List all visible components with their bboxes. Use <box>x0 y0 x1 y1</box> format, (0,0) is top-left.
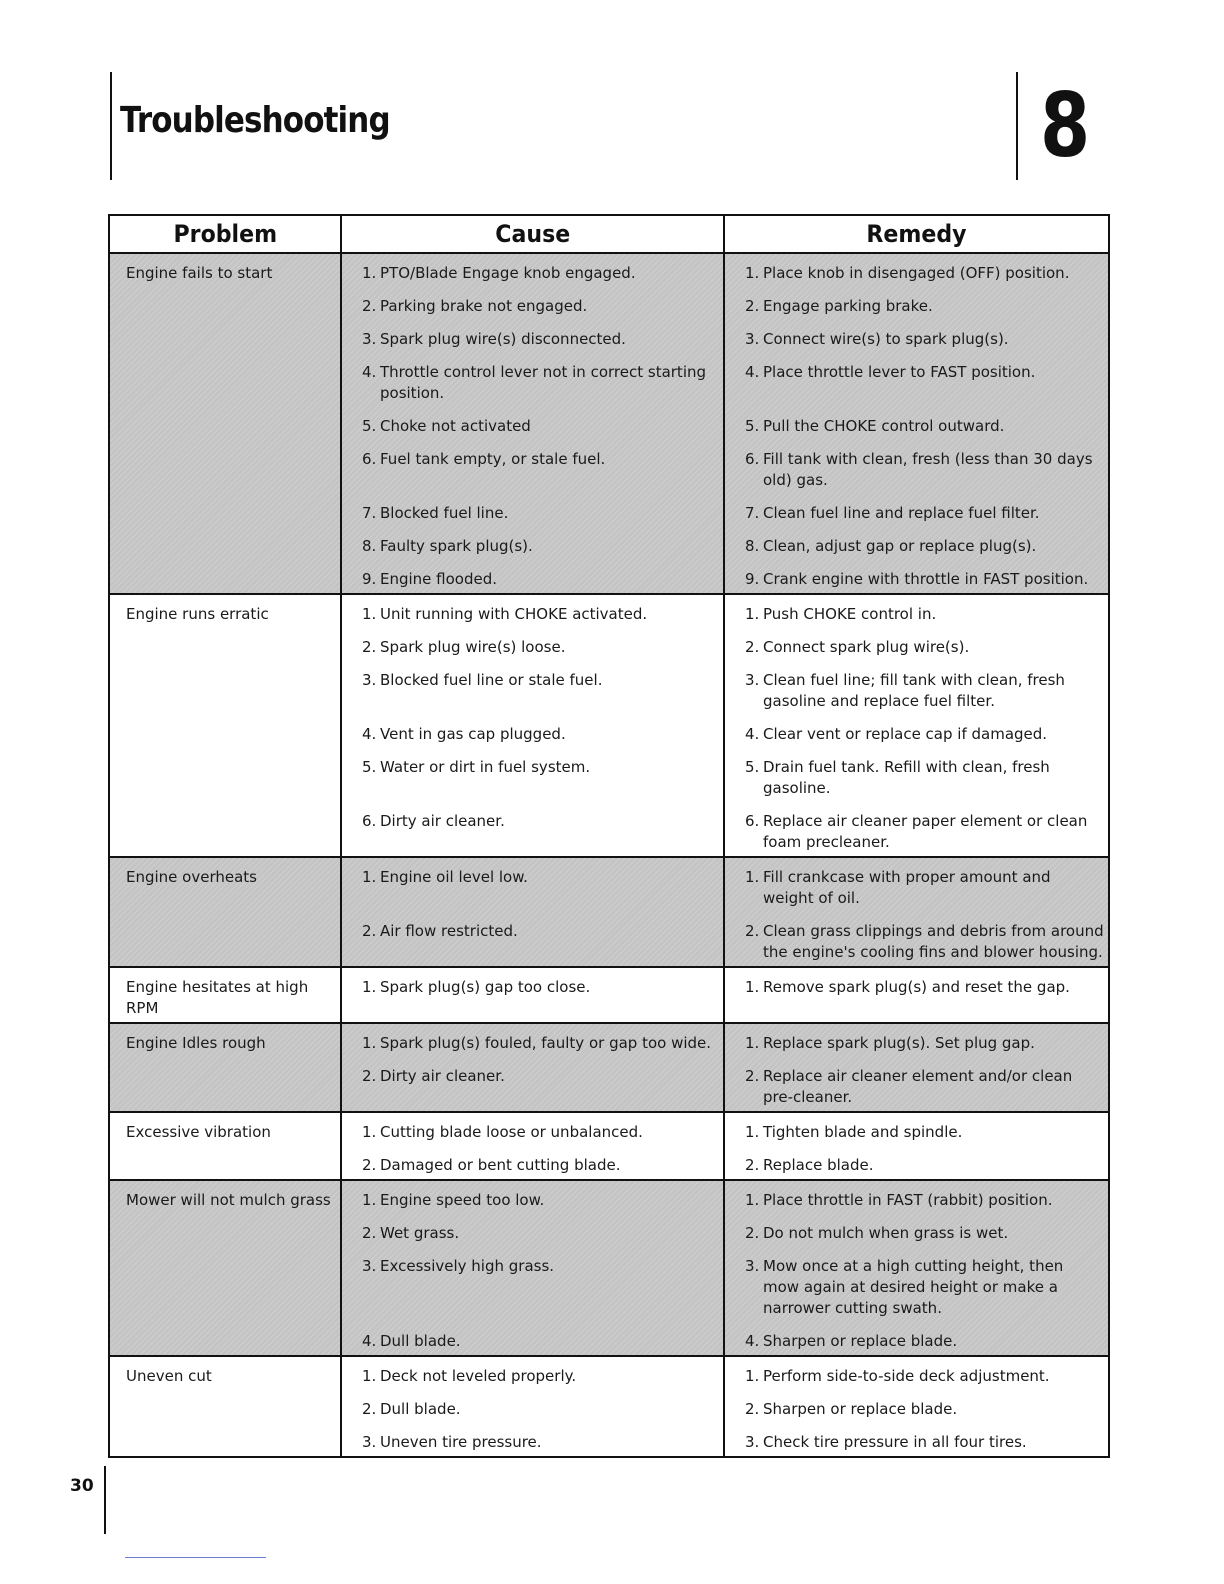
list-item: 1. Unit running with CHOKE activated. <box>362 605 648 623</box>
remedy-list <box>739 977 1104 998</box>
cause-list <box>356 977 719 998</box>
remedy-list <box>739 867 1104 963</box>
cause-list <box>356 1190 719 1352</box>
list-item: 6. Dirty air cleaner. <box>362 812 505 830</box>
header-rule-right <box>1016 72 1018 180</box>
table-row <box>109 1180 1109 1356</box>
list-item: 2. Damaged or bent cutting blade. <box>362 1156 621 1174</box>
remedy-cell <box>724 594 1109 857</box>
chapter-number: 8 <box>1040 74 1091 177</box>
cause-cell <box>341 857 724 967</box>
list-item: 1. Spark plug(s) fouled, faulty or gap too wide. <box>362 1034 712 1052</box>
list-item: 1. Engine speed too low. <box>362 1191 545 1209</box>
list-item: 7. Blocked fuel line. <box>362 504 509 522</box>
table-row <box>109 967 1109 1023</box>
list-item: 7. Clean fuel line and replace fuel filter. <box>745 504 1040 522</box>
problem-cell: Engine runs erratic <box>109 594 341 857</box>
cause-list <box>356 604 719 832</box>
list-item: 4. Sharpen or replace blade. <box>745 1332 958 1350</box>
table-header-row <box>109 215 1109 253</box>
list-item: 1. Place knob in disengaged (OFF) position. <box>745 264 1070 282</box>
header-rule-left <box>110 72 112 180</box>
list-item: 3. Mow once at a high cutting height, then mow again at desired height or make a narrower cutting swath. <box>745 1257 1064 1317</box>
cause-cell <box>341 1023 724 1112</box>
problem-cell: Uneven cut <box>109 1356 341 1457</box>
list-item: 5. Drain fuel tank. Refill with clean, fresh gasoline. <box>745 758 1050 797</box>
list-item: 3. Spark plug wire(s) disconnected. <box>362 330 626 348</box>
list-item: 1. Push CHOKE control in. <box>745 605 937 623</box>
list-item: 6. Fuel tank empty, or stale fuel. <box>362 450 606 468</box>
list-item: 2. Spark plug wire(s) loose. <box>362 638 566 656</box>
page-title: Troubleshooting <box>120 100 390 141</box>
list-item: 1. Deck not leveled properly. <box>362 1367 577 1385</box>
list-item: 1. Engine oil level low. <box>362 868 528 886</box>
table-row <box>109 857 1109 967</box>
remedy-cell <box>724 857 1109 967</box>
cause-cell <box>341 253 724 594</box>
list-item: 2. Dirty air cleaner. <box>362 1067 505 1085</box>
list-item: 2. Dull blade. <box>362 1400 461 1418</box>
cause-list <box>356 263 719 590</box>
problem-cell: Engine fails to start <box>109 253 341 594</box>
list-item: 1. Cutting blade loose or unbalanced. <box>362 1123 643 1141</box>
list-item: 2. Air flow restricted. <box>362 922 518 940</box>
remedy-list <box>739 1366 1104 1453</box>
list-item: 1. Replace spark plug(s). Set plug gap. <box>745 1034 1035 1052</box>
cause-list <box>356 1033 719 1087</box>
table-row <box>109 253 1109 594</box>
remedy-list <box>739 1190 1104 1352</box>
cause-list <box>356 867 719 942</box>
problem-cell: Engine hesitates at high RPM <box>109 967 341 1023</box>
list-item: 2. Replace blade. <box>745 1156 874 1174</box>
remedy-cell <box>724 1180 1109 1356</box>
list-item: 3. Clean fuel line; fill tank with clean, fresh gasoline and replace fuel filter. <box>745 671 1065 710</box>
problem-cell: Engine overheats <box>109 857 341 967</box>
list-item: 3. Check tire pressure in all four tires. <box>745 1433 1027 1451</box>
list-item: 4. Throttle control lever not in correct starting position. <box>362 363 707 402</box>
remedy-list <box>739 1033 1104 1108</box>
list-item: 1. Fill crankcase with proper amount and weight of oil. <box>745 868 1051 907</box>
remedy-list <box>739 1122 1104 1176</box>
list-item: 4. Clear vent or replace cap if damaged. <box>745 725 1048 743</box>
list-item: 8. Faulty spark plug(s). <box>362 537 533 555</box>
cause-cell <box>341 1356 724 1457</box>
list-item: 1. Place throttle in FAST (rabbit) position. <box>745 1191 1053 1209</box>
list-item: 2. Clean grass clippings and debris from around the engine's cooling fins and blower housing. <box>745 922 1104 961</box>
list-item: 2. Do not mulch when grass is wet. <box>745 1224 1009 1242</box>
list-item: 6. Replace air cleaner paper element or clean foam precleaner. <box>745 812 1088 851</box>
page-number: 30 <box>70 1476 94 1496</box>
list-item: 3. Connect wire(s) to spark plug(s). <box>745 330 1009 348</box>
list-item: 4. Dull blade. <box>362 1332 461 1350</box>
list-item: 5. Pull the CHOKE control outward. <box>745 417 1005 435</box>
list-item: 9. Engine flooded. <box>362 570 498 588</box>
cause-list <box>356 1366 719 1453</box>
cause-cell <box>341 594 724 857</box>
cause-list <box>356 1122 719 1176</box>
list-item: 2. Engage parking brake. <box>745 297 933 315</box>
remedy-cell <box>724 1023 1109 1112</box>
list-item: 6. Fill tank with clean, fresh (less than 30 days old) gas. <box>745 450 1093 489</box>
list-item: 1. Spark plug(s) gap too close. <box>362 978 591 996</box>
list-item: 2. Wet grass. <box>362 1224 460 1242</box>
cause-cell <box>341 1112 724 1180</box>
column-header-remedy: Remedy <box>724 215 1109 253</box>
cause-cell <box>341 967 724 1023</box>
list-item: 3. Blocked fuel line or stale fuel. <box>362 671 603 689</box>
list-item: 4. Vent in gas cap plugged. <box>362 725 566 743</box>
remedy-cell <box>724 1112 1109 1180</box>
column-header-cause: Cause <box>341 215 724 253</box>
column-header-problem: Problem <box>109 215 341 253</box>
remedy-list <box>739 604 1104 853</box>
remedy-cell <box>724 253 1109 594</box>
problem-cell: Engine Idles rough <box>109 1023 341 1112</box>
remedy-list <box>739 263 1104 590</box>
list-item: 1. Perform side-to-side deck adjustment. <box>745 1367 1050 1385</box>
cause-cell <box>341 1180 724 1356</box>
list-item: 2. Sharpen or replace blade. <box>745 1400 958 1418</box>
list-item: 1. PTO/Blade Engage knob engaged. <box>362 264 636 282</box>
table-row <box>109 594 1109 857</box>
list-item: 1. Remove spark plug(s) and reset the gap. <box>745 978 1070 996</box>
table-row <box>109 1356 1109 1457</box>
remedy-cell <box>724 967 1109 1023</box>
list-item: 8. Clean, adjust gap or replace plug(s). <box>745 537 1037 555</box>
list-item: 3. Uneven tire pressure. <box>362 1433 542 1451</box>
bottom-divider <box>125 1557 266 1558</box>
list-item: 9. Crank engine with throttle in FAST position. <box>745 570 1089 588</box>
problem-cell: Excessive vibration <box>109 1112 341 1180</box>
list-item: 2. Parking brake not engaged. <box>362 297 588 315</box>
problem-cell: Mower will not mulch grass <box>109 1180 341 1356</box>
list-item: 2. Replace air cleaner element and/or clean pre-cleaner. <box>745 1067 1073 1106</box>
table-row <box>109 1023 1109 1112</box>
list-item: 3. Excessively high grass. <box>362 1257 555 1275</box>
table-row <box>109 1112 1109 1180</box>
list-item: 1. Tighten blade and spindle. <box>745 1123 963 1141</box>
list-item: 4. Place throttle lever to FAST position. <box>745 363 1036 381</box>
troubleshooting-table <box>108 214 1110 1458</box>
footer-rule <box>104 1466 106 1534</box>
list-item: 5. Choke not activated <box>362 417 531 435</box>
list-item: 5. Water or dirt in fuel system. <box>362 758 591 776</box>
remedy-cell <box>724 1356 1109 1457</box>
list-item: 2. Connect spark plug wire(s). <box>745 638 970 656</box>
